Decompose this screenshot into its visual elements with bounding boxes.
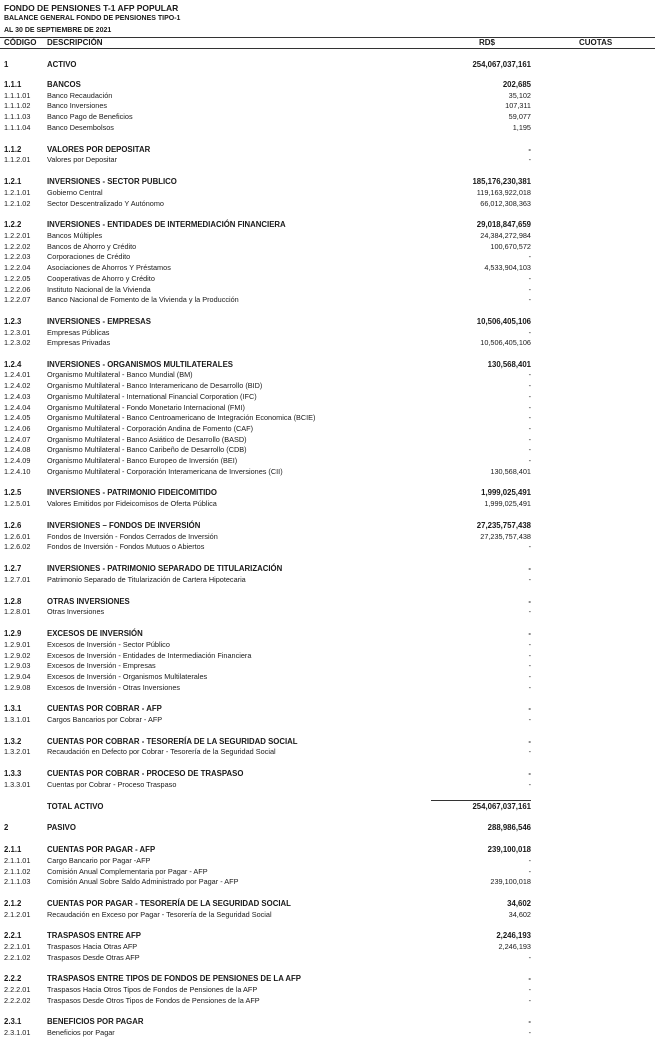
- account-description: Empresas Públicas: [47, 328, 110, 337]
- account-code: 1.3.2.01: [4, 747, 31, 756]
- account-description: INVERSIONES - SECTOR PUBLICO: [47, 177, 177, 186]
- account-group-row: [0, 1016, 655, 1027]
- account-row: [0, 779, 655, 790]
- amount-rd: -: [528, 435, 531, 444]
- account-code: 2.1.1.03: [4, 877, 31, 886]
- account-description: ACTIVO: [47, 60, 77, 69]
- account-code: 1.3.1.01: [4, 715, 31, 724]
- account-row: [0, 111, 655, 122]
- account-description: Traspasos Desde Otras AFP: [47, 953, 140, 962]
- account-description: Cargo Bancario por Pagar -AFP: [47, 856, 151, 865]
- amount-rd: 288,986,546: [487, 823, 531, 832]
- amount-rd: 239,100,018: [490, 877, 531, 886]
- account-code: 1.2.8.01: [4, 607, 31, 616]
- account-row: [0, 412, 655, 423]
- amount-rd: 254,067,037,161: [472, 60, 531, 69]
- amount-rd: -: [528, 985, 531, 994]
- amount-rd: 10,506,405,106: [476, 317, 531, 326]
- account-description: Organismo Multilateral - Banco Caribeño de Desarrollo (CDB): [47, 445, 247, 454]
- amount-rd: -: [528, 661, 531, 670]
- account-row: [0, 198, 655, 209]
- account-description: Organismo Multilateral - International Financial Corporation (IFC): [47, 392, 257, 401]
- account-description: Banco Pago de Beneficios: [47, 112, 133, 121]
- amount-rd: -: [528, 424, 531, 433]
- amount-rd: -: [528, 381, 531, 390]
- account-code: 1.2.9: [4, 629, 22, 638]
- account-code: 2.3.1: [4, 1017, 22, 1026]
- account-row: [0, 941, 655, 952]
- account-code: 2.2.2.02: [4, 996, 31, 1005]
- account-code: 1.3.3.01: [4, 780, 31, 789]
- account-description: INVERSIONES - EMPRESAS: [47, 317, 151, 326]
- amount-rd: 27,235,757,438: [476, 521, 531, 530]
- amount-rd: 27,235,757,438: [480, 532, 531, 541]
- account-description: Comisión Anual Complementaria por Pagar - AFP: [47, 867, 208, 876]
- account-code: 1.2.4.03: [4, 392, 31, 401]
- account-description: OTRAS INVERSIONES: [47, 597, 130, 606]
- amount-rd: -: [528, 715, 531, 724]
- amount-rd: -: [528, 392, 531, 401]
- account-description: Corporaciones de Crédito: [47, 252, 131, 261]
- account-code: 1.2.9.02: [4, 651, 31, 660]
- account-code: 1.2.7: [4, 564, 22, 573]
- account-description: INVERSIONES - ENTIDADES DE INTERMEDIACIÓN FINANCIERA: [47, 220, 286, 229]
- account-row: [0, 746, 655, 757]
- account-description: PASIVO: [47, 823, 76, 832]
- account-row: [0, 498, 655, 509]
- account-code: 1.1.1.04: [4, 123, 31, 132]
- account-row: [0, 541, 655, 552]
- account-row: [0, 423, 655, 434]
- amount-rd: -: [528, 564, 531, 573]
- account-row: [0, 984, 655, 995]
- amount-rd: -: [528, 328, 531, 337]
- account-group-row: [0, 703, 655, 714]
- account-code: 1.2.8: [4, 597, 22, 606]
- account-group-row: [0, 487, 655, 498]
- account-description: VALORES POR DEPOSITAR: [47, 145, 151, 154]
- account-row: [0, 100, 655, 111]
- account-description: TOTAL ACTIVO: [47, 802, 104, 811]
- amount-rd: 100,670,572: [490, 242, 531, 251]
- amount-rd: 66,012,308,363: [480, 199, 531, 208]
- account-code: 1.2.3.01: [4, 328, 31, 337]
- account-group-row: [0, 973, 655, 984]
- account-description: Valores por Depositar: [47, 155, 118, 164]
- account-description: Bancos Múltiples: [47, 231, 103, 240]
- account-description: Excesos de Inversión - Sector Público: [47, 640, 170, 649]
- amount-rd: 59,077: [508, 112, 531, 121]
- account-row: [0, 660, 655, 671]
- amount-rd: 4,533,904,103: [484, 263, 531, 272]
- account-description: INVERSIONES - PATRIMONIO FIDEICOMITIDO: [47, 488, 217, 497]
- account-code: 1.2.1: [4, 177, 22, 186]
- amount-rd: -: [528, 274, 531, 283]
- amount-rd: 34,602: [507, 899, 531, 908]
- account-code: 1.2.4.02: [4, 381, 31, 390]
- account-description: Gobierno Central: [47, 188, 103, 197]
- account-code: 1: [4, 60, 9, 69]
- account-description: Valores Emitidos por Fideicomisos de Oferta Pública: [47, 499, 217, 508]
- account-code: 1.2.4.01: [4, 370, 31, 379]
- account-code: 1.2.6.02: [4, 542, 31, 551]
- account-code: 1.3.1: [4, 704, 22, 713]
- account-code: 1.2.7.01: [4, 575, 31, 584]
- amount-rd: 185,176,230,381: [472, 177, 531, 186]
- account-code: 1.2.2.01: [4, 231, 31, 240]
- amount-rd: -: [528, 953, 531, 962]
- account-description: Organismo Multilateral - Banco Interamericano de Desarrollo (BID): [47, 381, 263, 390]
- account-code: 2.1.1: [4, 845, 22, 854]
- amount-rd: 34,602: [508, 910, 531, 919]
- account-description: Excesos de Inversión - Entidades de Intermediación Financiera: [47, 651, 252, 660]
- account-description: Instituto Nacional de la Vivienda: [47, 285, 151, 294]
- account-description: Comisión Anual Sobre Saldo Administrado por Pagar - AFP: [47, 877, 239, 886]
- account-description: Excesos de Inversión - Organismos Multilaterales: [47, 672, 208, 681]
- account-code: 1.1.1.01: [4, 91, 31, 100]
- amount-rd: -: [528, 252, 531, 261]
- account-description: Traspasos Desde Otros Tipos de Fondos de Pensiones de la AFP: [47, 996, 260, 1005]
- account-code: 1.2.2.05: [4, 274, 31, 283]
- account-row: [0, 876, 655, 887]
- account-code: 1.2.2.07: [4, 295, 31, 304]
- account-code: 2.1.1.02: [4, 867, 31, 876]
- amount-rd: -: [528, 856, 531, 865]
- account-description: Fondos de Inversión - Fondos Cerrados de Inversión: [47, 532, 218, 541]
- account-code: 1.2.2.03: [4, 252, 31, 261]
- amount-rd: -: [528, 413, 531, 422]
- account-row: [0, 671, 655, 682]
- amount-rd: 2,246,193: [498, 942, 531, 951]
- account-code: 1.1.2: [4, 145, 22, 154]
- amount-rd: 119,163,922,018: [476, 188, 531, 197]
- account-description: Cargos Bancarios por Cobrar - AFP: [47, 715, 163, 724]
- amount-rd: -: [528, 629, 531, 638]
- account-row: [0, 574, 655, 585]
- account-row: [0, 606, 655, 617]
- account-description: CUENTAS POR COBRAR - TESORERÍA DE LA SEGURIDAD SOCIAL: [47, 737, 298, 746]
- account-description: BANCOS: [47, 80, 81, 89]
- account-row: [0, 187, 655, 198]
- account-row: [0, 380, 655, 391]
- account-row: [0, 444, 655, 455]
- account-code: 2.1.2.01: [4, 910, 31, 919]
- account-code: 1.2.1.02: [4, 199, 31, 208]
- account-row: [0, 466, 655, 477]
- account-code: 1.1.1.02: [4, 101, 31, 110]
- account-code: 1.2.6: [4, 521, 22, 530]
- amount-rd: -: [528, 747, 531, 756]
- account-code: 1.2.5.01: [4, 499, 31, 508]
- account-description: Patrimonio Separado de Titularización de Cartera Hipotecaria: [47, 575, 246, 584]
- account-description: INVERSIONES - PATRIMONIO SEPARADO DE TITULARIZACIÓN: [47, 564, 283, 573]
- account-row: [0, 337, 655, 348]
- account-group-row: [0, 59, 655, 70]
- amount-rd: -: [528, 456, 531, 465]
- amount-rd: 130,568,401: [487, 360, 531, 369]
- account-code: 1.2.4.07: [4, 435, 31, 444]
- account-description: CUENTAS POR COBRAR - PROCESO DE TRASPASO: [47, 769, 244, 778]
- account-description: Organismo Multilateral - Fondo Monetario Internacional (FMI): [47, 403, 245, 412]
- account-row: [0, 230, 655, 241]
- account-group-row: [0, 563, 655, 574]
- account-row: [0, 122, 655, 133]
- account-row: [0, 294, 655, 305]
- account-description: Excesos de Inversión - Empresas: [47, 661, 156, 670]
- account-code: 1.2.2: [4, 220, 22, 229]
- amount-rd: 1,999,025,491: [484, 499, 531, 508]
- account-description: Banco Nacional de Fomento de la Vivienda y la Producción: [47, 295, 239, 304]
- account-group-row: [0, 628, 655, 639]
- amount-rd: -: [528, 575, 531, 584]
- account-description: EXCESOS DE INVERSIÓN: [47, 629, 143, 638]
- account-code: 1.2.3.02: [4, 338, 31, 347]
- account-group-row: [0, 79, 655, 90]
- account-code: 1.2.4.08: [4, 445, 31, 454]
- account-group-row: [0, 930, 655, 941]
- account-row: [0, 273, 655, 284]
- account-description: CUENTAS POR PAGAR - TESORERÍA DE LA SEGURIDAD SOCIAL: [47, 899, 291, 908]
- total-row: [0, 801, 655, 812]
- amount-rd: -: [528, 672, 531, 681]
- account-row: [0, 391, 655, 402]
- column-code-header: CÓDIGO: [4, 38, 37, 47]
- column-description-header: DESCRIPCIÓN: [47, 38, 103, 47]
- amount-rd: -: [528, 683, 531, 692]
- account-group-row: [0, 822, 655, 833]
- amount-rd: -: [528, 1028, 531, 1037]
- amount-rd: 10,506,405,106: [480, 338, 531, 347]
- account-row: [0, 682, 655, 693]
- amount-rd: 2,246,193: [496, 931, 531, 940]
- account-row: [0, 154, 655, 165]
- account-code: 1.3.2: [4, 737, 22, 746]
- report-title: FONDO DE PENSIONES T-1 AFP POPULAR: [4, 3, 179, 13]
- amount-rd: 35,102: [508, 91, 531, 100]
- account-description: Banco Recaudación: [47, 91, 113, 100]
- account-description: Empresas Privadas: [47, 338, 111, 347]
- report-date: AL 30 DE SEPTIEMBRE DE 2021: [4, 27, 112, 34]
- amount-rd: -: [528, 780, 531, 789]
- amount-rd: 1,195: [512, 123, 531, 132]
- amount-rd: 24,384,272,984: [480, 231, 531, 240]
- amount-rd: 29,018,847,659: [476, 220, 531, 229]
- account-code: 2.2.1.02: [4, 953, 31, 962]
- account-description: Organismo Multilateral - Banco Mundial (BM): [47, 370, 193, 379]
- account-description: TRASPASOS ENTRE AFP: [47, 931, 142, 940]
- amount-rd: -: [528, 155, 531, 164]
- amount-rd: -: [528, 996, 531, 1005]
- account-description: Cooperativas de Ahorro y Crédito: [47, 274, 155, 283]
- account-row: [0, 455, 655, 466]
- account-description: Traspasos Hacia Otros Tipos de Fondos de Pensiones de la AFP: [47, 985, 258, 994]
- account-code: 2.3.1.01: [4, 1028, 31, 1037]
- account-code: 1.2.4: [4, 360, 22, 369]
- account-code: 2.2.2: [4, 974, 22, 983]
- account-code: 1.2.4.09: [4, 456, 31, 465]
- amount-rd: 130,568,401: [490, 467, 531, 476]
- account-code: 1.2.9.08: [4, 683, 31, 692]
- account-code: 1.2.3: [4, 317, 22, 326]
- account-description: Asociaciones de Ahorros Y Préstamos: [47, 263, 171, 272]
- amount-rd: -: [528, 403, 531, 412]
- amount-rd: -: [528, 1017, 531, 1026]
- account-group-row: [0, 219, 655, 230]
- account-group-row: [0, 176, 655, 187]
- account-row: [0, 909, 655, 920]
- amount-rd: 239,100,018: [487, 845, 531, 854]
- account-description: Excesos de Inversión - Otras Inversiones: [47, 683, 181, 692]
- account-description: Recaudación en Defecto por Cobrar - Tesorería de la Seguridad Social: [47, 747, 276, 756]
- column-rd-header: RD$: [479, 38, 496, 47]
- account-description: Banco Desembolsos: [47, 123, 114, 132]
- account-description: Banco Inversiones: [47, 101, 108, 110]
- account-description: TRASPASOS ENTRE TIPOS DE FONDOS DE PENSIONES DE LA AFP: [47, 974, 302, 983]
- account-code: 2.2.2.01: [4, 985, 31, 994]
- account-code: 1.2.5: [4, 488, 22, 497]
- account-code: 1.2.9.03: [4, 661, 31, 670]
- report-subtitle: BALANCE GENERAL FONDO DE PENSIONES TIPO-1: [4, 15, 181, 22]
- account-row: [0, 952, 655, 963]
- amount-rd: -: [528, 597, 531, 606]
- amount-rd: -: [528, 542, 531, 551]
- account-code: 1.2.9.01: [4, 640, 31, 649]
- account-code: 1.3.3: [4, 769, 22, 778]
- amount-rd: -: [528, 295, 531, 304]
- account-code: 1.2.4.04: [4, 403, 31, 412]
- amount-rd: 107,311: [505, 101, 531, 110]
- account-description: CUENTAS POR PAGAR - AFP: [47, 845, 156, 854]
- account-row: [0, 262, 655, 273]
- amount-rd: -: [528, 607, 531, 616]
- amount-rd: -: [528, 145, 531, 154]
- account-row: [0, 995, 655, 1006]
- account-code: 1.2.2.02: [4, 242, 31, 251]
- account-row: [0, 855, 655, 866]
- account-description: Otras Inversiones: [47, 607, 105, 616]
- amount-rd: -: [528, 737, 531, 746]
- account-description: Organismo Multilateral - Banco Europeo de Inversión (BEI): [47, 456, 238, 465]
- account-description: Beneficios por Pagar: [47, 1028, 115, 1037]
- account-description: Recaudación en Exceso por Pagar - Tesorería de la Seguridad Social: [47, 910, 272, 919]
- account-description: Organismo Multilateral - Corporación Interamericana de Inversiones (CII): [47, 467, 283, 476]
- amount-rd: -: [528, 974, 531, 983]
- account-description: Organismo Multilateral - Banco Asiático de Desarrollo (BASD): [47, 435, 247, 444]
- account-description: Bancos de Ahorro y Crédito: [47, 242, 137, 251]
- account-group-row: [0, 768, 655, 779]
- amount-rd: 1,999,025,491: [481, 488, 531, 497]
- account-description: Fondos de Inversión - Fondos Mutuos o Abiertos: [47, 542, 205, 551]
- account-code: 1.2.4.10: [4, 467, 31, 476]
- account-description: Organismo Multilateral - Corporación Andina de Fomento (CAF): [47, 424, 254, 433]
- account-row: [0, 369, 655, 380]
- account-group-row: [0, 898, 655, 909]
- amount-rd: -: [528, 867, 531, 876]
- account-description: INVERSIONES - ORGANISMOS MULTILATERALES: [47, 360, 233, 369]
- account-row: [0, 1027, 655, 1038]
- account-description: Traspasos Hacia Otras AFP: [47, 942, 138, 951]
- account-description: INVERSIONES – FONDOS DE INVERSIÓN: [47, 521, 201, 530]
- amount-rd: 202,685: [502, 80, 531, 89]
- amount-rd: -: [528, 640, 531, 649]
- account-code: 1.2.9.04: [4, 672, 31, 681]
- account-group-row: [0, 316, 655, 327]
- account-code: 1.2.6.01: [4, 532, 31, 541]
- amount-rd: 254,067,037,161: [431, 800, 531, 812]
- account-description: BENEFICIOS POR PAGAR: [47, 1017, 144, 1026]
- account-code: 1.2.2.06: [4, 285, 31, 294]
- account-description: CUENTAS POR COBRAR - AFP: [47, 704, 162, 713]
- account-code: 1.2.4.06: [4, 424, 31, 433]
- account-code: 1.1.1.03: [4, 112, 31, 121]
- account-row: [0, 714, 655, 725]
- account-group-row: [0, 844, 655, 855]
- account-code: 2: [4, 823, 9, 832]
- account-code: 1.2.1.01: [4, 188, 31, 197]
- amount-rd: -: [528, 445, 531, 454]
- account-code: 2.2.1: [4, 931, 22, 940]
- amount-rd: -: [528, 704, 531, 713]
- account-code: 1.2.4.05: [4, 413, 31, 422]
- amount-rd: -: [528, 651, 531, 660]
- account-row: [0, 251, 655, 262]
- amount-rd: -: [528, 769, 531, 778]
- account-description: Cuentas por Cobrar - Proceso Traspaso: [47, 780, 177, 789]
- account-code: 2.2.1.01: [4, 942, 31, 951]
- account-code: 2.1.2: [4, 899, 22, 908]
- amount-rd: -: [528, 285, 531, 294]
- account-code: 1.1.1: [4, 80, 22, 89]
- column-cuotas-header: CUOTAS: [579, 38, 613, 47]
- amount-rd: -: [528, 370, 531, 379]
- account-code: 1.2.2.04: [4, 263, 31, 272]
- account-group-row: [0, 520, 655, 531]
- account-row: [0, 639, 655, 650]
- account-description: Organismo Multilateral - Banco Centroamericano de Integración Economica (BCIE): [47, 413, 316, 422]
- account-description: Sector Descentralizado Y Autónomo: [47, 199, 164, 208]
- account-code: 1.1.2.01: [4, 155, 31, 164]
- account-code: 2.1.1.01: [4, 856, 31, 865]
